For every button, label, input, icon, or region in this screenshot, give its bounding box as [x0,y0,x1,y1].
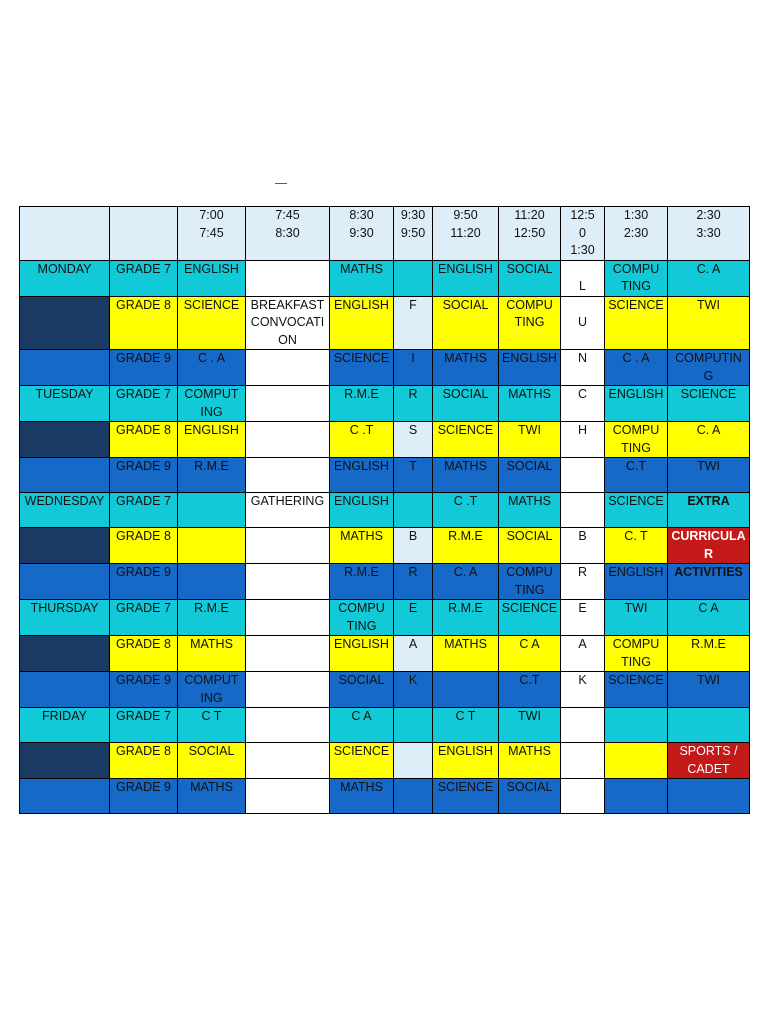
subject-cell: C T [433,708,499,743]
subject-cell: MATHS [499,493,561,528]
subject-cell: ENGLISH [499,350,561,386]
table-row [20,600,750,636]
subject-cell [246,422,330,458]
subject-cell [605,708,668,743]
header-blank-cell [20,207,110,261]
table-row [20,636,750,672]
day-cell: TUESDAY [20,386,110,422]
subject-cell: C.T [499,672,561,708]
subject-cell: SOCIAL [433,296,499,350]
subject-cell: COMPUTIN G [668,350,750,386]
grade-cell: GRADE 8 [110,743,178,779]
subject-cell: SOCIAL [433,386,499,422]
subject-cell: EXTRA [668,493,750,528]
subject-cell: U [561,296,605,350]
subject-cell: TWI [668,296,750,350]
table-row [20,672,750,708]
grade-cell: GRADE 7 [110,386,178,422]
subject-cell: MATHS [499,743,561,779]
subject-cell [246,672,330,708]
subject-cell [394,743,433,779]
day-cell [20,779,110,814]
subject-cell: SCIENCE [499,600,561,636]
day-cell [20,350,110,386]
time-slot-header: 12:5 0 1:30 [561,207,605,261]
subject-cell: SCIENCE [178,296,246,350]
subject-cell: R.M.E [668,636,750,672]
subject-cell: R [394,386,433,422]
time-slot-header: 1:30 2:30 [605,207,668,261]
subject-cell: MATHS [499,386,561,422]
subject-cell [246,743,330,779]
grade-cell: GRADE 9 [110,458,178,493]
subject-cell: ACTIVITIES [668,564,750,600]
subject-cell: T [394,458,433,493]
subject-cell: SOCIAL [178,743,246,779]
day-cell [20,458,110,493]
subject-cell: E [394,600,433,636]
subject-cell: SPORTS / CADET [668,743,750,779]
subject-cell [605,743,668,779]
subject-cell: ENGLISH [330,458,394,493]
subject-cell: TWI [668,458,750,493]
time-slot-header: 9:50 11:20 [433,207,499,261]
subject-cell: COMPU TING [605,260,668,296]
time-slot-header: 9:30 9:50 [394,207,433,261]
subject-cell: F [394,296,433,350]
subject-cell: A [561,636,605,672]
subject-cell: MATHS [330,528,394,564]
time-slot-header: 2:30 3:30 [668,207,750,261]
header-row [20,207,750,261]
subject-cell [246,260,330,296]
subject-cell: C A [668,600,750,636]
subject-cell: ENGLISH [605,386,668,422]
table-row [20,493,750,528]
table-row [20,260,750,296]
table-row [20,743,750,779]
subject-cell [605,779,668,814]
subject-cell [246,350,330,386]
grade-cell: GRADE 9 [110,672,178,708]
subject-cell: R.M.E [330,564,394,600]
subject-cell: SCIENCE [433,779,499,814]
time-slot-header: 11:20 12:50 [499,207,561,261]
time-slot-header: 8:30 9:30 [330,207,394,261]
subject-cell: ENGLISH [178,422,246,458]
subject-cell: C .T [330,422,394,458]
time-slot-header: 7:00 7:45 [178,207,246,261]
subject-cell: ENGLISH [433,743,499,779]
subject-cell: COMPUT ING [178,386,246,422]
subject-cell [246,458,330,493]
day-cell: FRIDAY [20,708,110,743]
subject-cell: COMPU TING [499,296,561,350]
subject-cell: TWI [499,708,561,743]
subject-cell: SCIENCE [330,743,394,779]
subject-cell: L [561,260,605,296]
subject-cell: ENGLISH [433,260,499,296]
subject-cell: GATHERING [246,493,330,528]
subject-cell: I [394,350,433,386]
subject-cell: R.M.E [433,600,499,636]
subject-cell: H [561,422,605,458]
day-cell [20,672,110,708]
subject-cell: TWI [499,422,561,458]
table-row [20,296,750,350]
subject-cell: SOCIAL [499,528,561,564]
subject-cell: BREAKFAST CONVOCATI ON [246,296,330,350]
subject-cell: SOCIAL [499,458,561,493]
subject-cell: C [561,386,605,422]
subject-cell: ENGLISH [330,493,394,528]
table-row [20,779,750,814]
subject-cell [433,672,499,708]
subject-cell: SCIENCE [605,493,668,528]
subject-cell [246,386,330,422]
subject-cell: R.M.E [433,528,499,564]
subject-cell: SOCIAL [499,260,561,296]
link-underline-mark [275,183,287,184]
grade-cell: GRADE 7 [110,493,178,528]
grade-cell: GRADE 7 [110,708,178,743]
subject-cell [561,708,605,743]
subject-cell [246,528,330,564]
subject-cell: SOCIAL [499,779,561,814]
subject-cell [246,708,330,743]
subject-cell: MATHS [178,636,246,672]
timetable [19,206,750,814]
subject-cell: SCIENCE [605,672,668,708]
subject-cell: COMPU TING [605,636,668,672]
subject-cell [246,600,330,636]
subject-cell: COMPUT ING [178,672,246,708]
subject-cell: B [561,528,605,564]
subject-cell: ENGLISH [605,564,668,600]
subject-cell: N [561,350,605,386]
grade-cell: GRADE 7 [110,260,178,296]
subject-cell: MATHS [178,779,246,814]
subject-cell: C. A [668,260,750,296]
grade-cell: GRADE 7 [110,600,178,636]
subject-cell: C . A [178,350,246,386]
subject-cell: R.M.E [178,458,246,493]
subject-cell: C.T [605,458,668,493]
day-cell [20,743,110,779]
subject-cell [394,779,433,814]
day-cell: WEDNESDAY [20,493,110,528]
subject-cell: MATHS [330,779,394,814]
subject-cell: R.M.E [178,600,246,636]
subject-cell: SCIENCE [433,422,499,458]
time-slot-header: 7:45 8:30 [246,207,330,261]
day-cell [20,564,110,600]
subject-cell: TWI [668,672,750,708]
subject-cell: ENGLISH [330,636,394,672]
table-row [20,422,750,458]
table-row [20,528,750,564]
subject-cell: C T [178,708,246,743]
subject-cell: CURRICULA R [668,528,750,564]
day-cell: THURSDAY [20,600,110,636]
subject-cell [178,564,246,600]
subject-cell: R [561,564,605,600]
subject-cell [246,564,330,600]
subject-cell [246,636,330,672]
subject-cell: C. T [605,528,668,564]
subject-cell: A [394,636,433,672]
subject-cell: MATHS [433,458,499,493]
subject-cell [561,743,605,779]
day-cell [20,422,110,458]
subject-cell [561,458,605,493]
subject-cell: SCIENCE [330,350,394,386]
subject-cell: TWI [605,600,668,636]
subject-cell [561,779,605,814]
subject-cell: S [394,422,433,458]
subject-cell: R [394,564,433,600]
subject-cell: ENGLISH [330,296,394,350]
table-row [20,350,750,386]
subject-cell: C. A [433,564,499,600]
subject-cell: C. A [668,422,750,458]
subject-cell [394,493,433,528]
subject-cell: ENGLISH [178,260,246,296]
subject-cell: MATHS [433,350,499,386]
grade-cell: GRADE 9 [110,564,178,600]
day-cell: MONDAY [20,260,110,296]
grade-cell: GRADE 8 [110,528,178,564]
grade-cell: GRADE 9 [110,779,178,814]
grade-cell: GRADE 9 [110,350,178,386]
subject-cell [178,493,246,528]
subject-cell [246,779,330,814]
subject-cell: COMPU TING [605,422,668,458]
subject-cell: C . A [605,350,668,386]
subject-cell: C .T [433,493,499,528]
subject-cell: SCIENCE [605,296,668,350]
subject-cell: R.M.E [330,386,394,422]
subject-cell: K [394,672,433,708]
subject-cell [178,528,246,564]
subject-cell: C A [330,708,394,743]
table-row [20,386,750,422]
grade-cell: GRADE 8 [110,296,178,350]
subject-cell [561,493,605,528]
subject-cell: COMPU TING [499,564,561,600]
header-blank-cell [110,207,178,261]
day-cell [20,296,110,350]
grade-cell: GRADE 8 [110,636,178,672]
subject-cell: B [394,528,433,564]
subject-cell: MATHS [330,260,394,296]
table-row [20,708,750,743]
table-row [20,458,750,493]
subject-cell: SOCIAL [330,672,394,708]
table-row [20,564,750,600]
day-cell [20,636,110,672]
subject-cell: C A [499,636,561,672]
subject-cell [668,779,750,814]
subject-cell [668,708,750,743]
subject-cell: COMPU TING [330,600,394,636]
subject-cell: E [561,600,605,636]
subject-cell: SCIENCE [668,386,750,422]
grade-cell: GRADE 8 [110,422,178,458]
subject-cell: K [561,672,605,708]
subject-cell [394,260,433,296]
day-cell [20,528,110,564]
subject-cell: MATHS [433,636,499,672]
subject-cell [394,708,433,743]
